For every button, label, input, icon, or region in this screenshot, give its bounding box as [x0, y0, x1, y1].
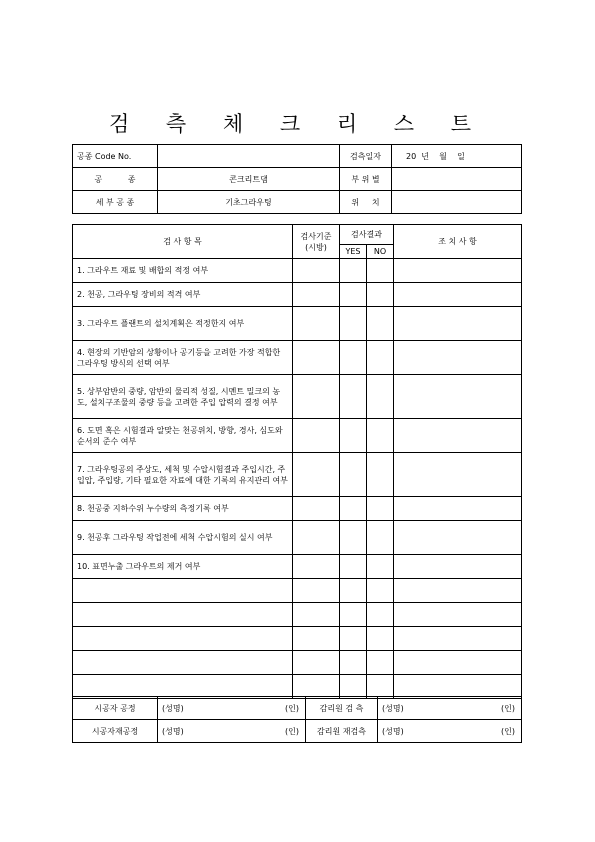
- basis-cell[interactable]: [293, 341, 340, 375]
- yes-checkbox[interactable]: [340, 497, 367, 521]
- action-cell[interactable]: [394, 627, 522, 651]
- code-label: 공종 Code No.: [73, 145, 158, 168]
- checklist-row: [73, 283, 522, 307]
- checklist-item: 5. 상부암반의 중량, 암반의 물리적 성질, 시멘트 밀크의 농도, 설치구조물의 중량 등을 고려한 주입 압력의 결정 여부: [73, 375, 293, 419]
- checklist-row: [73, 453, 522, 497]
- supervisor-inspection-name[interactable]: (성명): [378, 697, 438, 720]
- checklist-row: [73, 555, 522, 579]
- contractor-material-label: 시공자재공정: [73, 720, 158, 743]
- empty-row: [73, 651, 522, 675]
- action-cell[interactable]: [394, 259, 522, 283]
- part-label: 부 위 별: [340, 168, 392, 191]
- action-cell[interactable]: [394, 675, 522, 699]
- date-value[interactable]: 20 년 월 일: [392, 145, 522, 168]
- checklist-table: [72, 224, 522, 699]
- checklist-item: 8. 천공중 지하수위 누수량의 측정기록 여부: [73, 497, 293, 521]
- supervisor-inspection-seal[interactable]: (인): [438, 697, 522, 720]
- subtrade-label: 세 부 공 종: [73, 191, 158, 214]
- empty-row: [73, 603, 522, 627]
- checklist-row: [73, 259, 522, 283]
- page-title: 검 측 체 크 리 스 트: [108, 112, 487, 136]
- checklist-item: 6. 도면 혹은 시험결과 알맞는 천공위치, 방향, 경사, 심도와 순서의 준수 여부: [73, 419, 293, 453]
- yes-checkbox[interactable]: [340, 675, 367, 699]
- action-cell[interactable]: [394, 555, 522, 579]
- action-cell[interactable]: [394, 341, 522, 375]
- checklist-item: 4. 현장의 기반암의 상황이나 공기등을 고려한 가장 적합한 그라우팅 방식의 선택 여부: [73, 341, 293, 375]
- no-checkbox[interactable]: [367, 307, 394, 341]
- contractor-process-name[interactable]: (성명): [158, 697, 218, 720]
- basis-cell[interactable]: [293, 453, 340, 497]
- empty-row: [73, 627, 522, 651]
- action-cell[interactable]: [394, 307, 522, 341]
- col-action-header: 조 치 사 항: [394, 225, 522, 259]
- yes-checkbox[interactable]: [340, 603, 367, 627]
- no-checkbox[interactable]: [367, 521, 394, 555]
- no-checkbox[interactable]: [367, 283, 394, 307]
- no-checkbox[interactable]: [367, 579, 394, 603]
- no-checkbox[interactable]: [367, 555, 394, 579]
- action-cell[interactable]: [394, 419, 522, 453]
- basis-cell[interactable]: [293, 651, 340, 675]
- action-cell[interactable]: [394, 453, 522, 497]
- no-checkbox[interactable]: [367, 375, 394, 419]
- contractor-material-seal[interactable]: (인): [218, 720, 306, 743]
- no-checkbox[interactable]: [367, 675, 394, 699]
- checklist-item: 7. 그라우팅공의 주상도, 세척 및 수압시험결과 주입시간, 주입압, 주입량, 기타 필요한 자료에 대한 기록의 유지관리 여부: [73, 453, 293, 497]
- checklist-row: [73, 521, 522, 555]
- signature-table: [72, 696, 522, 743]
- no-checkbox[interactable]: [367, 651, 394, 675]
- checklist-row: [73, 307, 522, 341]
- basis-cell[interactable]: [293, 675, 340, 699]
- action-cell[interactable]: [394, 603, 522, 627]
- yes-checkbox[interactable]: [340, 341, 367, 375]
- basis-cell[interactable]: [293, 603, 340, 627]
- supervisor-reinspection-seal[interactable]: (인): [438, 720, 522, 743]
- yes-checkbox[interactable]: [340, 307, 367, 341]
- supervisor-inspection-label: 감리원 검 측: [306, 697, 378, 720]
- supervisor-reinspection-name[interactable]: (성명): [378, 720, 438, 743]
- basis-cell[interactable]: [293, 259, 340, 283]
- no-checkbox[interactable]: [367, 453, 394, 497]
- checklist-row: [73, 419, 522, 453]
- contractor-process-seal[interactable]: (인): [218, 697, 306, 720]
- part-value[interactable]: [392, 168, 522, 191]
- checklist-row: [73, 341, 522, 375]
- checklist-item: 10. 표면누출 그라우트의 제거 여부: [73, 555, 293, 579]
- checklist-item: 2. 천공, 그라우팅 장비의 적격 여부: [73, 283, 293, 307]
- checklist-row: [73, 497, 522, 521]
- yes-checkbox[interactable]: [340, 259, 367, 283]
- col-item-header: 검 사 항 목: [73, 225, 293, 259]
- yes-checkbox[interactable]: [340, 579, 367, 603]
- basis-cell[interactable]: [293, 521, 340, 555]
- yes-checkbox[interactable]: [340, 555, 367, 579]
- basis-cell[interactable]: [293, 555, 340, 579]
- action-cell[interactable]: [394, 579, 522, 603]
- yes-checkbox[interactable]: [340, 283, 367, 307]
- no-checkbox[interactable]: [367, 341, 394, 375]
- col-yes-header: YES: [340, 245, 367, 259]
- no-checkbox[interactable]: [367, 259, 394, 283]
- no-checkbox[interactable]: [367, 497, 394, 521]
- yes-checkbox[interactable]: [340, 651, 367, 675]
- no-checkbox[interactable]: [367, 419, 394, 453]
- basis-cell[interactable]: [293, 283, 340, 307]
- item-cell[interactable]: [73, 627, 293, 651]
- basis-cell[interactable]: [293, 497, 340, 521]
- checklist-item: 1. 그라우트 재료 및 배합의 적정 여부: [73, 259, 293, 283]
- col-no-header: NO: [367, 245, 394, 259]
- action-cell[interactable]: [394, 283, 522, 307]
- location-label: 위 치: [340, 191, 392, 214]
- checklist-item: 3. 그라우트 플랜트의 설치계획은 적정한지 여부: [73, 307, 293, 341]
- no-checkbox[interactable]: [367, 627, 394, 651]
- item-cell[interactable]: [73, 579, 293, 603]
- basis-cell[interactable]: [293, 419, 340, 453]
- yes-checkbox[interactable]: [340, 375, 367, 419]
- location-value[interactable]: [392, 191, 522, 214]
- col-result-header: 검사결과: [340, 225, 394, 245]
- item-cell[interactable]: [73, 603, 293, 627]
- yes-checkbox[interactable]: [340, 627, 367, 651]
- code-value[interactable]: [158, 145, 340, 168]
- supervisor-reinspection-label: 감리원 재검측: [306, 720, 378, 743]
- subtrade-value[interactable]: 기초그라우팅: [158, 191, 340, 214]
- contractor-process-label: 시공자 공정: [73, 697, 158, 720]
- item-cell[interactable]: [73, 651, 293, 675]
- basis-cell[interactable]: [293, 579, 340, 603]
- action-cell[interactable]: [394, 521, 522, 555]
- col-basis-header: 검사기준 (시방): [293, 225, 340, 259]
- yes-checkbox[interactable]: [340, 521, 367, 555]
- action-cell[interactable]: [394, 375, 522, 419]
- contractor-material-name[interactable]: (성명): [158, 720, 218, 743]
- action-cell[interactable]: [394, 497, 522, 521]
- yes-checkbox[interactable]: [340, 419, 367, 453]
- empty-row: [73, 579, 522, 603]
- empty-row: [73, 675, 522, 699]
- basis-cell[interactable]: [293, 307, 340, 341]
- yes-checkbox[interactable]: [340, 453, 367, 497]
- trade-value[interactable]: 콘크리트댐: [158, 168, 340, 191]
- checklist-item: 9. 천공후 그라우팅 작업전에 세척 수압시험의 실시 여부: [73, 521, 293, 555]
- item-cell[interactable]: [73, 675, 293, 699]
- no-checkbox[interactable]: [367, 603, 394, 627]
- trade-label: 공 종: [73, 168, 158, 191]
- basis-cell[interactable]: [293, 375, 340, 419]
- header-table: [72, 144, 522, 214]
- basis-cell[interactable]: [293, 627, 340, 651]
- checklist-row: [73, 375, 522, 419]
- date-label: 검측일자: [340, 145, 392, 168]
- action-cell[interactable]: [394, 651, 522, 675]
